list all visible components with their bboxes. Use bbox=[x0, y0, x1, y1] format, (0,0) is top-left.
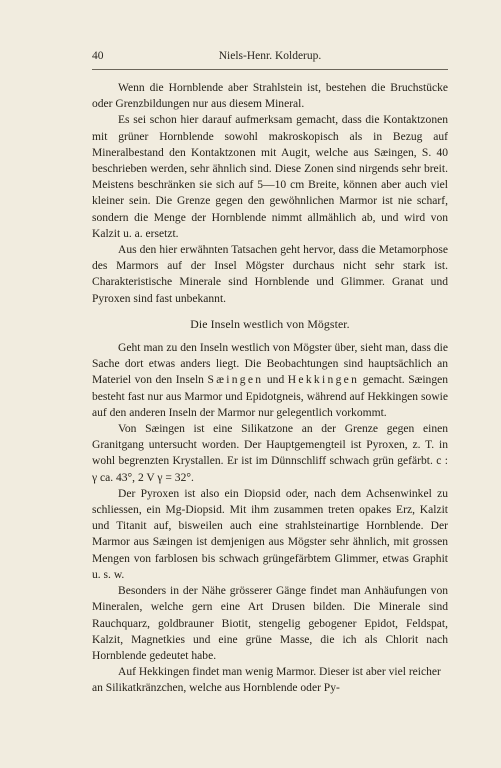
page-number: 40 bbox=[92, 50, 104, 62]
paragraph: Aus den hier erwähnten Tatsachen geht hervor, dass die Metamorphose des Marmors auf der Insel Mögster durchaus nicht sehr stark ist. Charakteristische Minerale sind Hornblende und Glimmer. Granat und Pyroxen sind fast unbekannt. bbox=[92, 244, 448, 305]
paragraph: Auf Hekkingen findet man wenig Marmor. Dieser ist aber viel reicher an Silikatkränzchen, welche aus Hornblende oder Py- bbox=[92, 666, 441, 695]
spaced-island-name: Hekkingen bbox=[287, 374, 360, 387]
paragraph: Von Sæingen ist eine Silikatzone an der Grenze gegen einen Granitgang untersucht worden. Der Hauptgemengteil ist Pyroxen, z. T. in wohl begrenzten Krystallen. Er ist im Dünnschliff schwach grün gefärbt. c : γ ca. 43°, 2 V γ = 32°. bbox=[92, 423, 448, 484]
paragraph: Besonders in der Nähe grösserer Gänge findet man Anhäufungen von Mineralen, welche gern eine Art Drusen bilden. Die Minerale sind Rauchquarz, goldbrauner Biotit, stengelig gebogener Epidot, Feldspat, Kalzit, Magnetkies und eine grüne Masse, die ich als Chlorit nach Hornblende gedeutet habe. bbox=[92, 585, 448, 662]
paragraph-text: gemacht. Sæingen besteht fast nur aus Marmor und Epidotgneis, während auf Hekkingen sowie auf den anderen Inseln der Marmor nur gelegentlich vorkommt. bbox=[92, 374, 449, 419]
paragraph bbox=[92, 340, 448, 421]
section-heading: Die Inseln westlich von Mögster. bbox=[190, 316, 350, 331]
running-title: Niels-Henr. Kolderup. bbox=[218, 50, 322, 62]
paragraph: Es sei schon hier darauf aufmerksam gemacht, dass die Kontaktzonen mit grüner Hornblende sowohl makroskopisch als in Bezug auf Mineralbestand den Kontaktzonen mit Augit, welche aus Sæingen, S. 40 beschrieben werden, sehr ähnlich sind. Diese Zonen sind nirgends sehr breit. Meistens beschränken sie sich auf 5—10 cm Breite, können aber auch viel kleiner sein. Die Grenze gegen den gewöhnlichen Marmor ist nie scharf, sondern die Menge der Hornblende nimmt allmählich ab, und wird von Kalzit u. a. ersetzt. bbox=[92, 114, 448, 240]
page-header bbox=[92, 50, 448, 66]
spaced-island-name: Sæingen bbox=[207, 374, 264, 387]
paragraph: Der Pyroxen ist also ein Diopsid oder, nach dem Achsenwinkel zu schliessen, ein Mg-Diopsid. Mit ihm zusammen treten opakes Erz, Kalzit und Titanit auf, bisweilen auch eine strahlsteinartige Hornblende. Der Marmor aus Sæingen ist demjenigen aus Mögster sehr ähnlich, mit grossen Mengen von farblosen bis schwach grüngefärbtem Glimmer, etwas Graphit u. s. w. bbox=[92, 487, 448, 581]
paragraph-text: Geht man zu den Inseln westlich von Mögster über, sieht man, dass die Sache dort etwas anders liegt. Die Beobachtungen sind hauptsächlich an Materiel von den Inseln bbox=[92, 342, 448, 387]
paragraph-text: und bbox=[263, 374, 288, 387]
paragraph: Wenn die Hornblende aber Strahlstein ist, bestehen die Bruchstücke oder Grenzbildungen nur aus diesem Mineral. bbox=[92, 82, 448, 111]
body-text bbox=[92, 80, 448, 697]
header-rule bbox=[92, 69, 448, 70]
